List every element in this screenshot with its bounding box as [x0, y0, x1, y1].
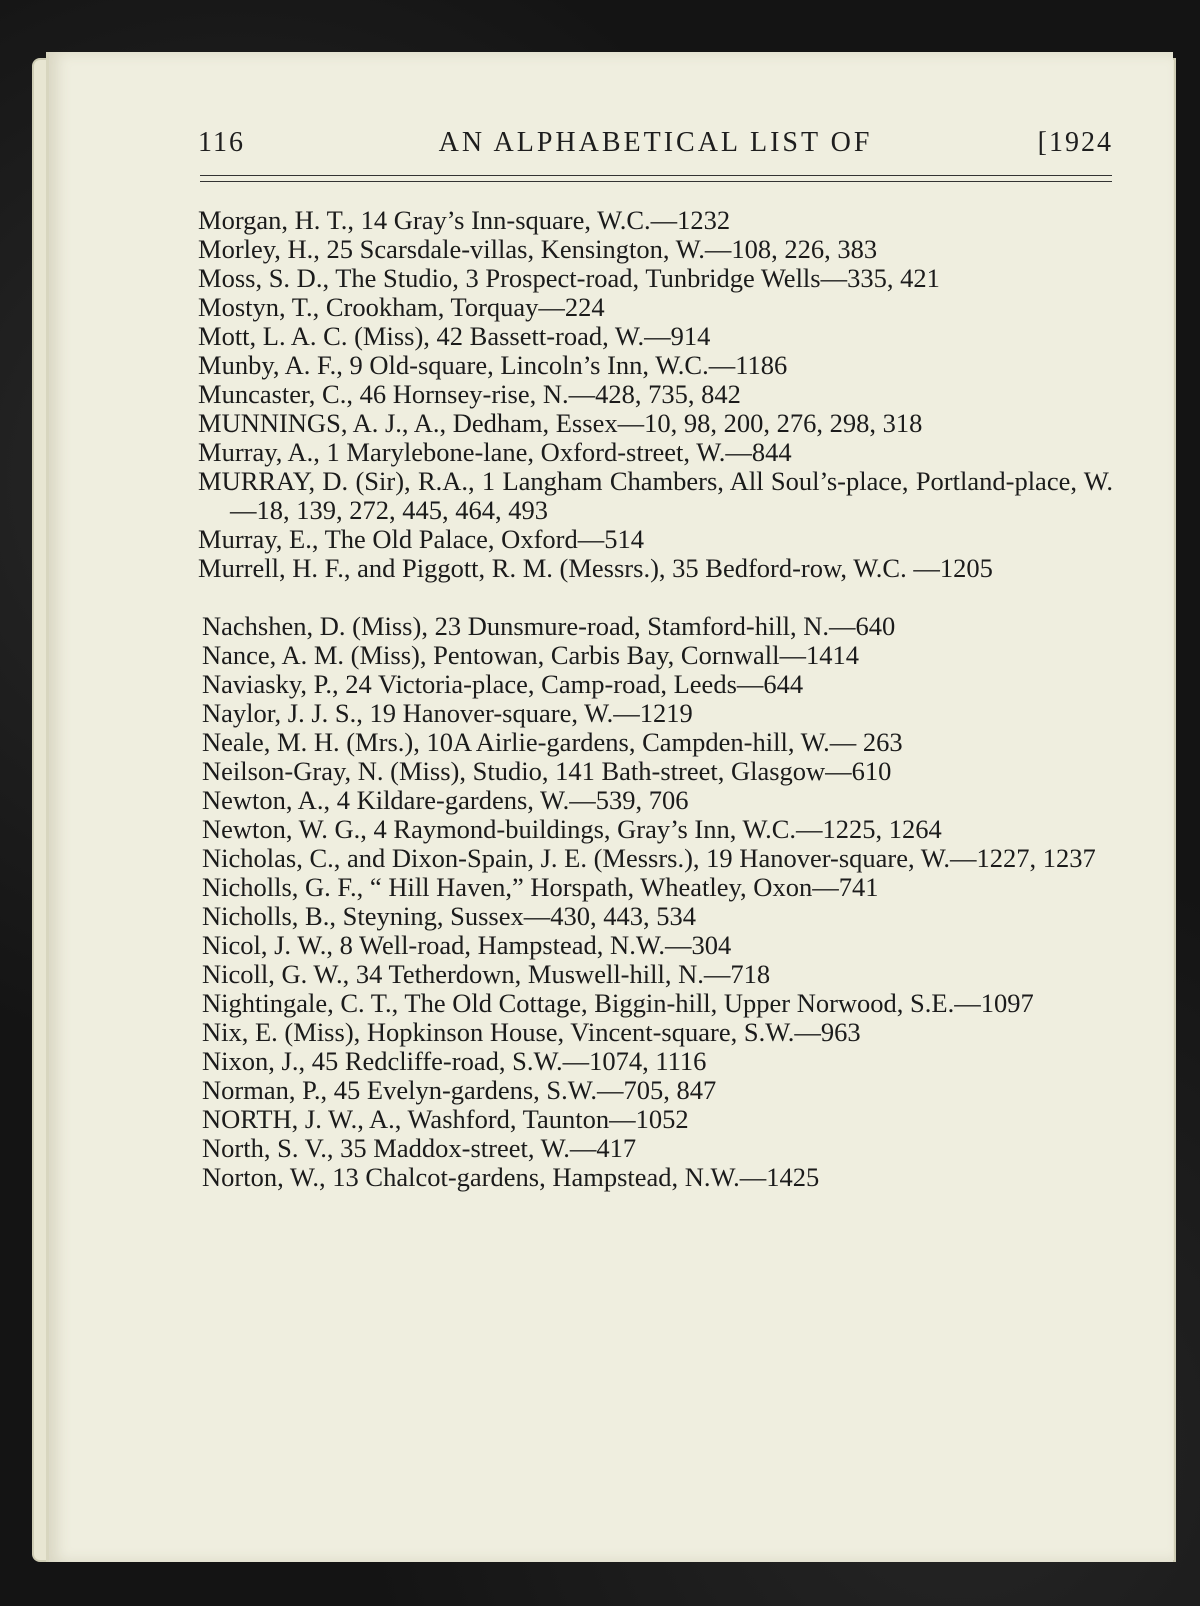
list-entry: North, S. V., 35 Maddox-street, W.—417 — [202, 1133, 637, 1163]
running-head — [198, 127, 1113, 163]
list-entry: Newton, W. G., 4 Raymond-buildings, Gray’s Inn, W.C.—1225, 1264 — [202, 814, 942, 844]
list-entry: Murray, A., 1 Marylebone-lane, Oxford-street, W.—844 — [198, 437, 792, 467]
list-entry: Norton, W., 13 Chalcot-gardens, Hampstead, N.W.—1425 — [202, 1162, 820, 1192]
list-entry: Munby, A. F., 9 Old-square, Lincoln’s Inn, W.C.—1186 — [198, 350, 788, 380]
list-entry: Nixon, J., 45 Redcliffe-road, S.W.—1074, 1116 — [202, 1046, 707, 1076]
list-entry: Nicholls, B., Steyning, Sussex—430, 443, 534 — [202, 901, 696, 931]
list-entry: NORTH, J. W., A., Washford, Taunton—1052 — [202, 1104, 689, 1134]
list-entry: Nance, A. M. (Miss), Pentowan, Carbis Bay, Cornwall—1414 — [202, 640, 860, 670]
page-number: 116 — [198, 127, 245, 158]
running-title: AN ALPHABETICAL LIST OF — [438, 127, 873, 158]
list-entry: Murray, E., The Old Palace, Oxford—514 — [198, 524, 644, 554]
list-entry: Nicol, J. W., 8 Well-road, Hampstead, N.W.—304 — [202, 930, 732, 960]
section-gap — [198, 583, 1113, 612]
list-entry: Mott, L. A. C. (Miss), 42 Bassett-road, W.—914 — [198, 321, 711, 351]
list-entry: Neilson-Gray, N. (Miss), Studio, 141 Bath-street, Glasgow—610 — [202, 756, 892, 786]
list-entry: Moss, S. D., The Studio, 3 Prospect-road, Tunbridge Wells—335, 421 — [198, 263, 940, 293]
list-entry: Newton, A., 4 Kildare-gardens, W.—539, 706 — [202, 785, 689, 815]
list-entry: MUNNINGS, A. J., A., Dedham, Essex—10, 98, 200, 276, 298, 318 — [198, 408, 923, 438]
list-entry: Nachshen, D. (Miss), 23 Dunsmure-road, Stamford-hill, N.—640 — [202, 611, 896, 641]
list-entry: Naylor, J. J. S., 19 Hanover-square, W.—1219 — [202, 698, 693, 728]
list-entry: Morley, H., 25 Scarsdale-villas, Kensington, W.—108, 226, 383 — [198, 234, 878, 264]
list-entry: Mostyn, T., Crookham, Torquay—224 — [198, 292, 605, 322]
entry-list — [198, 206, 1113, 1192]
list-entry: MURRAY, D. (Sir), R.A., 1 Langham Chambers, All Soul’s-place, Portland-place, W.—18, 139, 272, 445, 464, 493 — [198, 466, 1113, 525]
list-entry: Norman, P., 45 Evelyn-gardens, S.W.—705, 847 — [202, 1075, 717, 1105]
section-m — [198, 206, 1113, 583]
list-entry: Morgan, H. T., 14 Gray’s Inn-square, W.C.—1232 — [198, 205, 731, 235]
list-entry: Neale, M. H. (Mrs.), 10A Airlie-gardens, Campden-hill, W.— 263 — [202, 727, 903, 757]
running-year: [1924 — [1037, 127, 1113, 158]
section-n — [198, 612, 1113, 1192]
header-double-rule — [200, 175, 1112, 182]
list-entry: Nicoll, G. W., 34 Tetherdown, Muswell-hill, N.—718 — [202, 959, 771, 989]
list-entry: Murrell, H. F., and Piggott, R. M. (Messrs.), 35 Bedford-row, W.C. —1205 — [198, 553, 993, 583]
list-entry: Nicholls, G. F., “ Hill Haven,” Horspath, Wheatley, Oxon—741 — [202, 872, 879, 902]
list-entry: Nix, E. (Miss), Hopkinson House, Vincent-square, S.W.—963 — [202, 1017, 861, 1047]
list-entry: Nicholas, C., and Dixon-Spain, J. E. (Messrs.), 19 Hanover-square, W.—1227, 1237 — [202, 843, 1096, 873]
list-entry: Naviasky, P., 24 Victoria-place, Camp-road, Leeds—644 — [202, 669, 804, 699]
list-entry: Nightingale, C. T., The Old Cottage, Biggin-hill, Upper Norwood, S.E.—1097 — [202, 988, 1034, 1018]
list-entry: Muncaster, C., 46 Hornsey-rise, N.—428, 735, 842 — [198, 379, 741, 409]
